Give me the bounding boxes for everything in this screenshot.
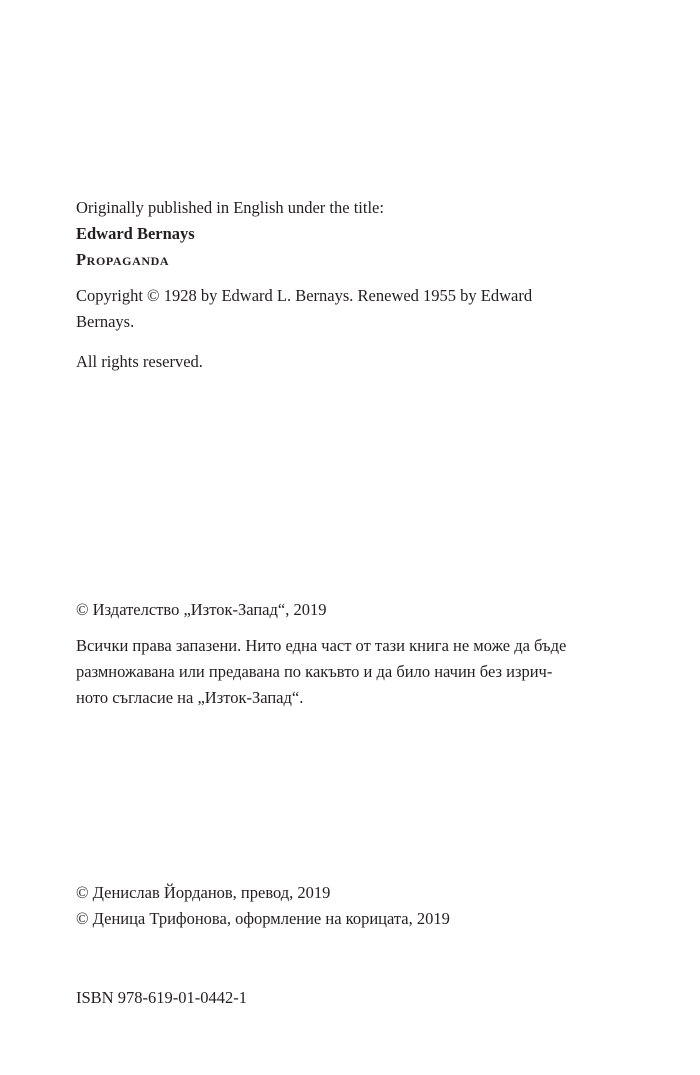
rights-line-3: ното съгласие на „Изток-Запад“. — [76, 688, 304, 707]
isbn-block — [76, 985, 636, 1011]
credits — [76, 880, 636, 932]
english-publication-info — [76, 195, 636, 375]
copyright-line-2: Bernays. — [76, 312, 135, 331]
rights-line-2: размножавана или предавана по какъвто и да било начин без изрич- — [76, 662, 553, 681]
all-rights-reserved: All rights reserved. — [76, 352, 203, 371]
copyright-line-1: Copyright © 1928 by Edward L. Bernays. Renewed 1955 by Edward — [76, 286, 533, 305]
cover-design-credit: © Деница Трифонова, оформление на корицата, 2019 — [76, 909, 450, 928]
publisher-copyright: © Издателство „Изток-Запад“, 2019 — [76, 600, 327, 619]
bulgarian-publication-info — [76, 597, 636, 711]
book-title: Propaganda — [76, 250, 170, 269]
original-title-intro: Originally published in English under the title: — [76, 198, 384, 217]
author-name: Edward Bernays — [76, 224, 195, 243]
rights-line-1: Всички права запазени. Нито една част от тази книга не може да бъде — [76, 636, 567, 655]
isbn-number: ISBN 978-619-01-0442-1 — [76, 988, 247, 1007]
translator-credit: © Денислав Йорданов, превод, 2019 — [76, 883, 331, 902]
